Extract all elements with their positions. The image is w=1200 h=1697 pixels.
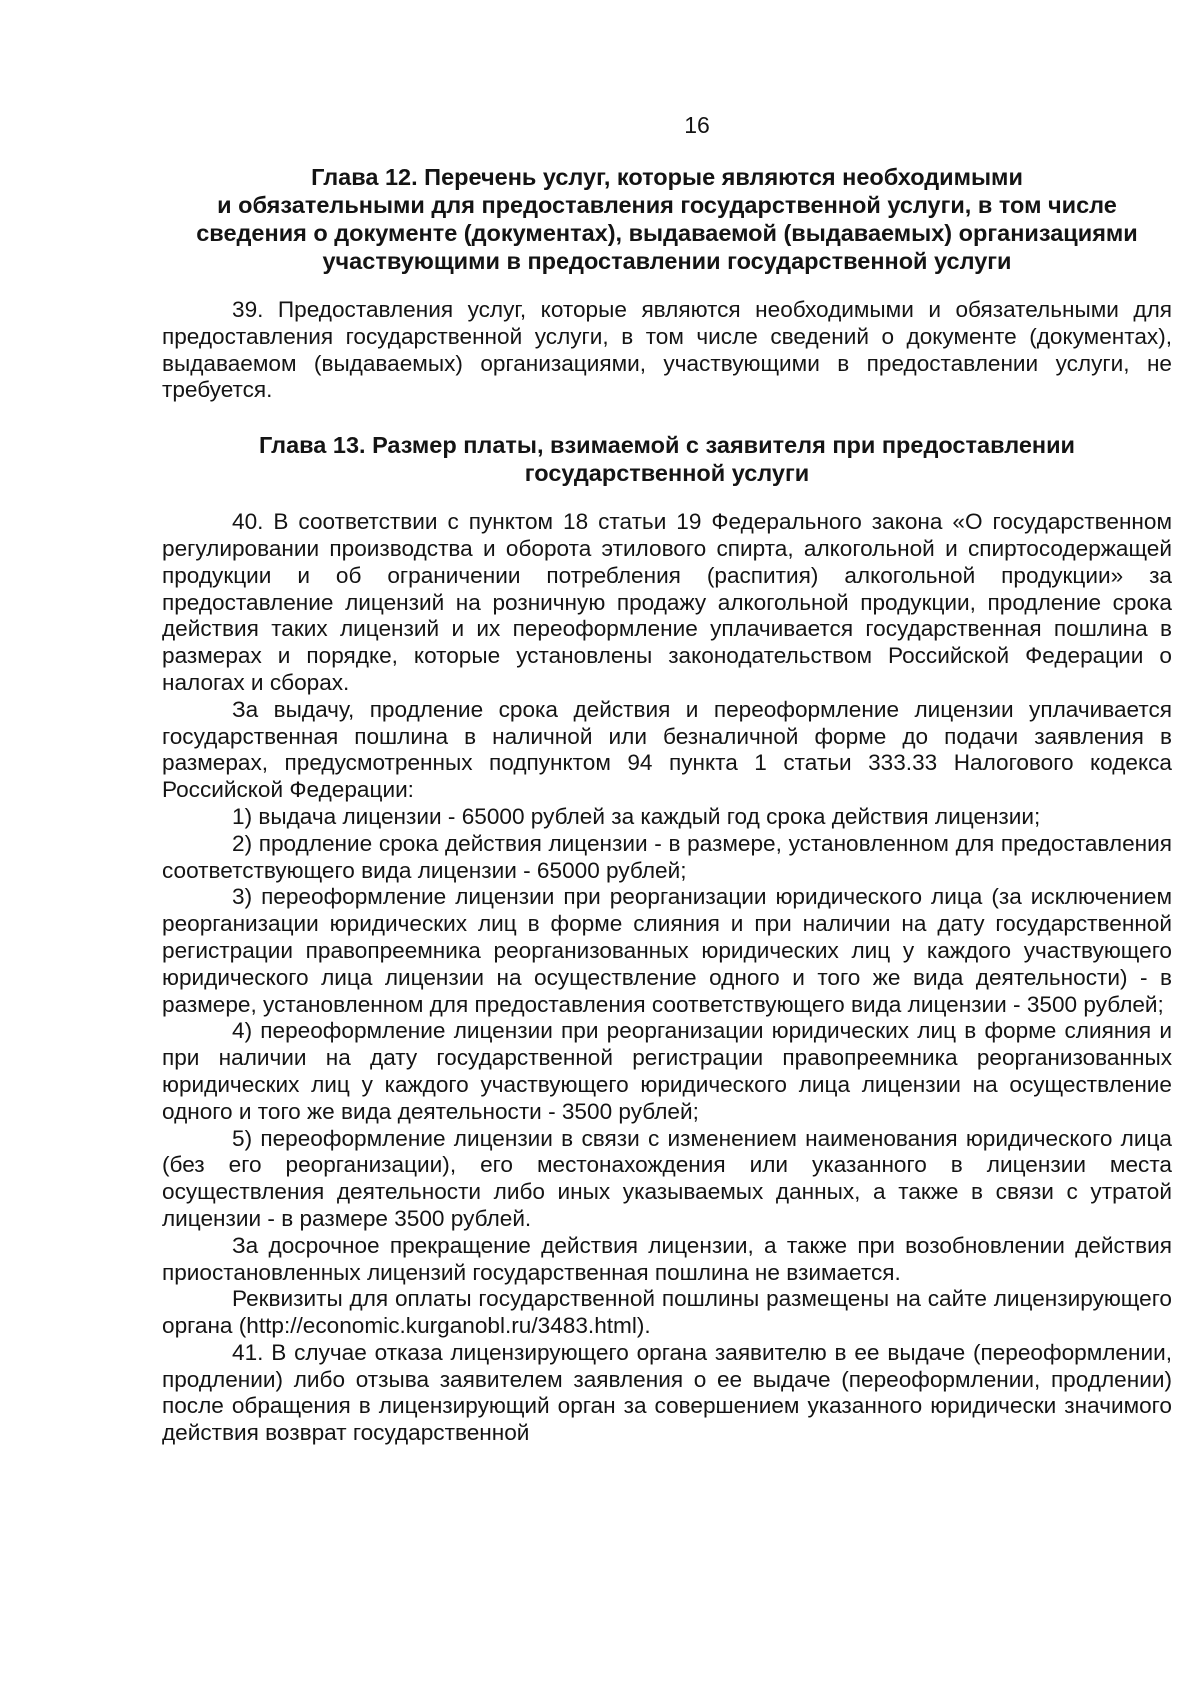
list-item-4: 4) переоформление лицензии при реорганизации юридических лиц в форме слияния и при наличии на дату государственной регистрации правопреемника реорганизованных юридических лиц у каждого участвующего юридического лица лицензии на осуществление одного и того же вида деятельности - 3500 рублей; xyxy=(162,1018,1172,1124)
chapter-12-heading-line-2: и обязательными для предоставления государственной услуги, в том числе xyxy=(217,192,1117,218)
page-number: 16 xyxy=(684,112,710,138)
chapter-12-heading-line-1: Глава 12. Перечень услуг, которые являются необходимыми xyxy=(311,164,1023,190)
list-item-5: 5) переоформление лицензии в связи с изменением наименования юридического лица (без его реорганизации), его местонахождения или указанного в лицензии места осуществления деятельности либо иных указываемых данных, а также в связи с утратой лицензии - в размере 3500 рублей. xyxy=(162,1125,1172,1231)
list-item-1: 1) выдача лицензии - 65000 рублей за каждый год срока действия лицензии; xyxy=(232,803,1041,829)
chapter-13-heading-line-1: Глава 13. Размер платы, взимаемой с заявителя при предоставлении xyxy=(258,432,1075,459)
paragraph-early-termination: За досрочное прекращение действия лицензии, а также при возобновлении действия приостановленных лицензий государственная пошлина не взимается. xyxy=(162,1232,1172,1285)
paragraph-40: 40. В соответствии с пунктом 18 статьи 19 Федерального закона «О государственном регулировании производства и оборота этилового спирта, алкогольной и спиртосодержащей продукции и об ограничении потребления (распития) алкогольной продукции» за предоставление лицензий на розничную продажу алкогольной продукции, продление срока действия таких лицензий и их переоформление уплачивается государственная пошлина в размерах и порядке, которые установлены законодательством Российской Федерации о налогах и сборах. xyxy=(162,509,1172,695)
chapter-13-heading-line-2: государственной услуги xyxy=(524,460,810,487)
paragraph-fee-intro: За выдачу, продление срока действия и переоформление лицензии уплачивается государственная пошлина в наличной или безналичной форме до подачи заявления в размерах, предусмотренных подпунктом 94 пункта 1 статьи 333.33 Налогового кодекса Российской Федерации: xyxy=(162,696,1172,803)
chapter-12-heading-line-3: сведения о документе (документах), выдаваемой (выдаваемых) организациями xyxy=(196,220,1138,246)
chapter-13-heading xyxy=(162,431,1172,487)
list-item-2: 2) продление срока действия лицензии - в размере, установленном для предоставления соответствующего вида лицензии - 65000 рублей; xyxy=(162,830,1172,883)
document-page xyxy=(162,112,1172,1447)
chapter-12-heading-line-4: участвующими в предоставлении государственной услуги xyxy=(322,248,1012,274)
paragraph-payment-details: Реквизиты для оплаты государственной пошлины размещены на сайте лицензирующего органа (http://economic.kurganobl.ru/3483.html). xyxy=(162,1286,1172,1339)
paragraph-39: 39. Предоставления услуг, которые являются необходимыми и обязательными для предоставления государственной услуги, в том числе сведений о документе (документах), выдаваемом (выдаваемых) организациями, участвующими в предоставлении услуги, не требуется. xyxy=(162,297,1172,403)
paragraph-41: 41. В случае отказа лицензирующего органа заявителю в ее выдаче (переоформлении, продлении) либо отзыва заявителем заявления о ее выдаче (переоформлении, продлении) после обращения в лицензирующий орган за совершением указанного юридически значимого действия возврат государственной xyxy=(162,1339,1172,1446)
list-item-3: 3) переоформление лицензии при реорганизации юридического лица (за исключением реорганизации юридических лиц в форме слияния и при наличии на дату государственной регистрации правопреемника реорганизованных юридических лиц у каждого участвующего юридического лица лицензии на осуществление одного и того же вида деятельности) - в размере, установленном для предоставления соответствующего вида лицензии - 3500 рублей; xyxy=(162,884,1172,1017)
chapter-12-heading xyxy=(162,163,1172,275)
